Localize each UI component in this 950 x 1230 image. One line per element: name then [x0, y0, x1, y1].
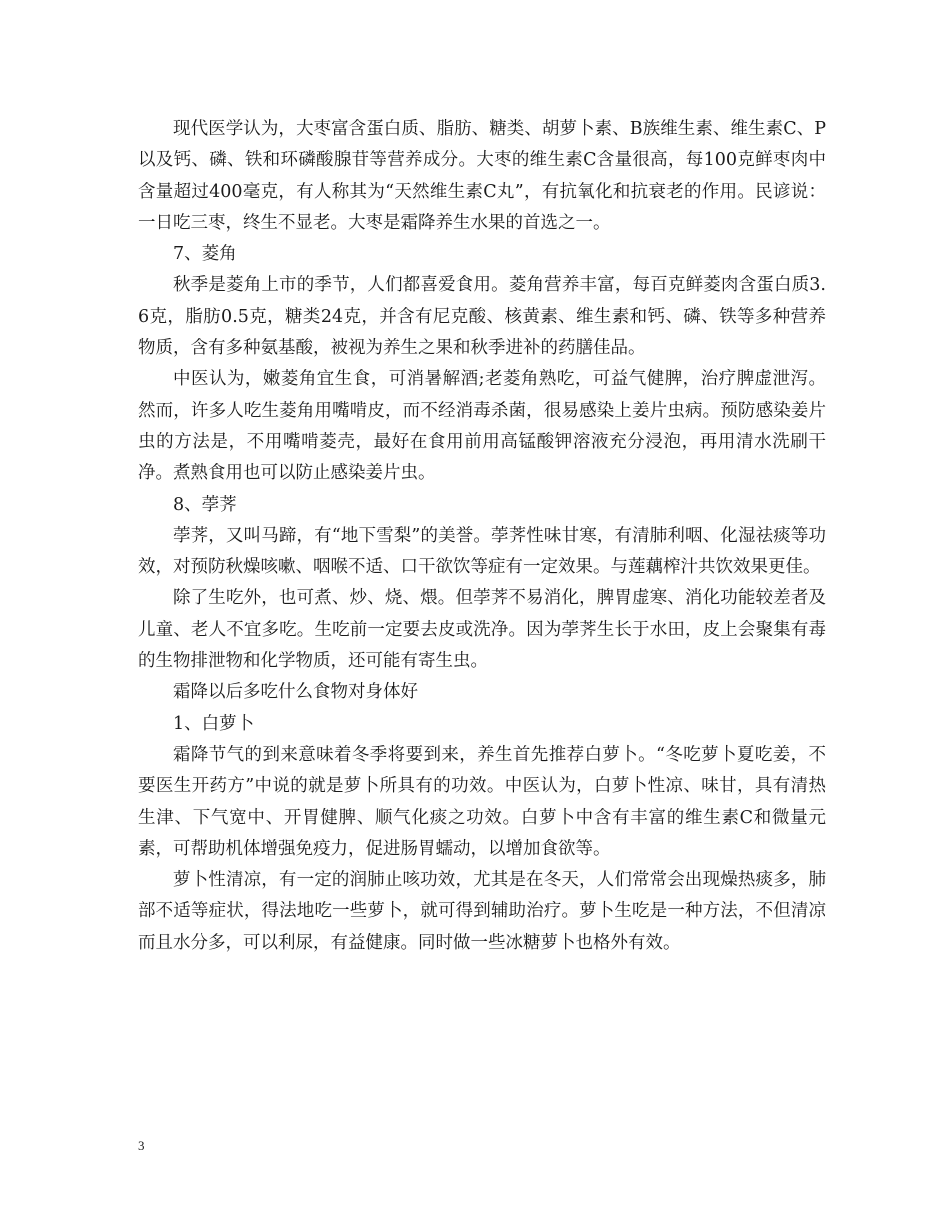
- paragraph-white-radish-benefits: 霜降节气的到来意味着冬季将要到来，养生首先推荐白萝卜。“冬吃萝卜夏吃姜，不要医生开药方”中说的就是萝卜所具有的功效。中医认为，白萝卜性凉、味甘，具有清热生津、下气宽中、开胃健脾、顺气化痰之功效。白萝卜中含有丰富的维生素C和微量元素，可帮助机体增强免疫力，促进肠胃蠕动，以增加食欲等。: [138, 744, 826, 859]
- paragraph-water-chestnut-cooking: 除了生吃外，也可煮、炒、烧、煨。但荸荠不易消化，脾胃虚寒、消化功能较差者及儿童、老人不宜多吃。生吃前一定要去皮或洗净。因为荸荠生长于水田，皮上会聚集有毒的生物排泄物和化学物质，还可能有寄生虫。: [138, 588, 826, 672]
- paragraph-water-caltrop-tcm: 中医认为，嫩菱角宜生食，可消暑解酒;老菱角熟吃，可益气健脾，治疗脾虚泄泻。然而，许多人吃生菱角用嘴啃皮，而不经消毒杀菌，很易感染上姜片虫病。预防感染姜片虫的方法是，不用嘴啃菱壳，最好在食用前用高锰酸钾溶液充分浸泡，再用清水洗刷干净。煮熟食用也可以防止感染姜片虫。: [138, 369, 826, 484]
- page-body: [138, 114, 826, 959]
- paragraph-water-chestnut-intro: 荸荠，又叫马蹄，有“地下雪梨”的美誉。荸荠性味甘寒，有清肺利咽、化湿祛痰等功效，对预防秋燥咳嗽、咽喉不适、口干欲饮等症有一定效果。与莲藕榨汁共饮效果更佳。: [138, 525, 826, 578]
- heading-water-chestnut: 8、荸荠: [173, 494, 237, 515]
- heading-water-caltrop: 7、菱角: [173, 244, 237, 265]
- paragraph-jujube-nutrition: 现代医学认为，大枣富含蛋白质、脂肪、糖类、胡萝卜素、B族维生素、维生素C、P以及钙、磷、铁和环磷酸腺苷等营养成分。大枣的维生素C含量很高，每100克鲜枣肉中含量超过400毫克，有人称其为“天然维生素C丸”，有抗氧化和抗衰老的作用。民谚说：一日吃三枣，终生不显老。大枣是霜降养生水果的首选之一。: [138, 119, 826, 233]
- section-heading-after-frost-foods: 霜降以后多吃什么食物对身体好: [173, 682, 418, 703]
- paragraph-white-radish-usage: 萝卜性清凉，有一定的润肺止咳功效，尤其是在冬天，人们常常会出现燥热痰多，肺部不适等症状，得法地吃一些萝卜，就可得到辅助治疗。萝卜生吃是一种方法，不但清凉而且水分多，可以利尿，有益健康。同时做一些冰糖萝卜也格外有效。: [138, 870, 826, 953]
- paragraph-water-caltrop-nutrition: 秋季是菱角上市的季节，人们都喜爱食用。菱角营养丰富，每百克鲜菱肉含蛋白质3.6克，脂肪0.5克，糖类24克，并含有尼克酸、核黄素、维生素和钙、磷、铁等多种营养物质，含有多种氨基酸，被视为养生之果和秋季进补的药膳佳品。: [138, 275, 826, 359]
- heading-white-radish: 1、白萝卜: [173, 713, 255, 734]
- page-number: 3: [138, 1138, 145, 1153]
